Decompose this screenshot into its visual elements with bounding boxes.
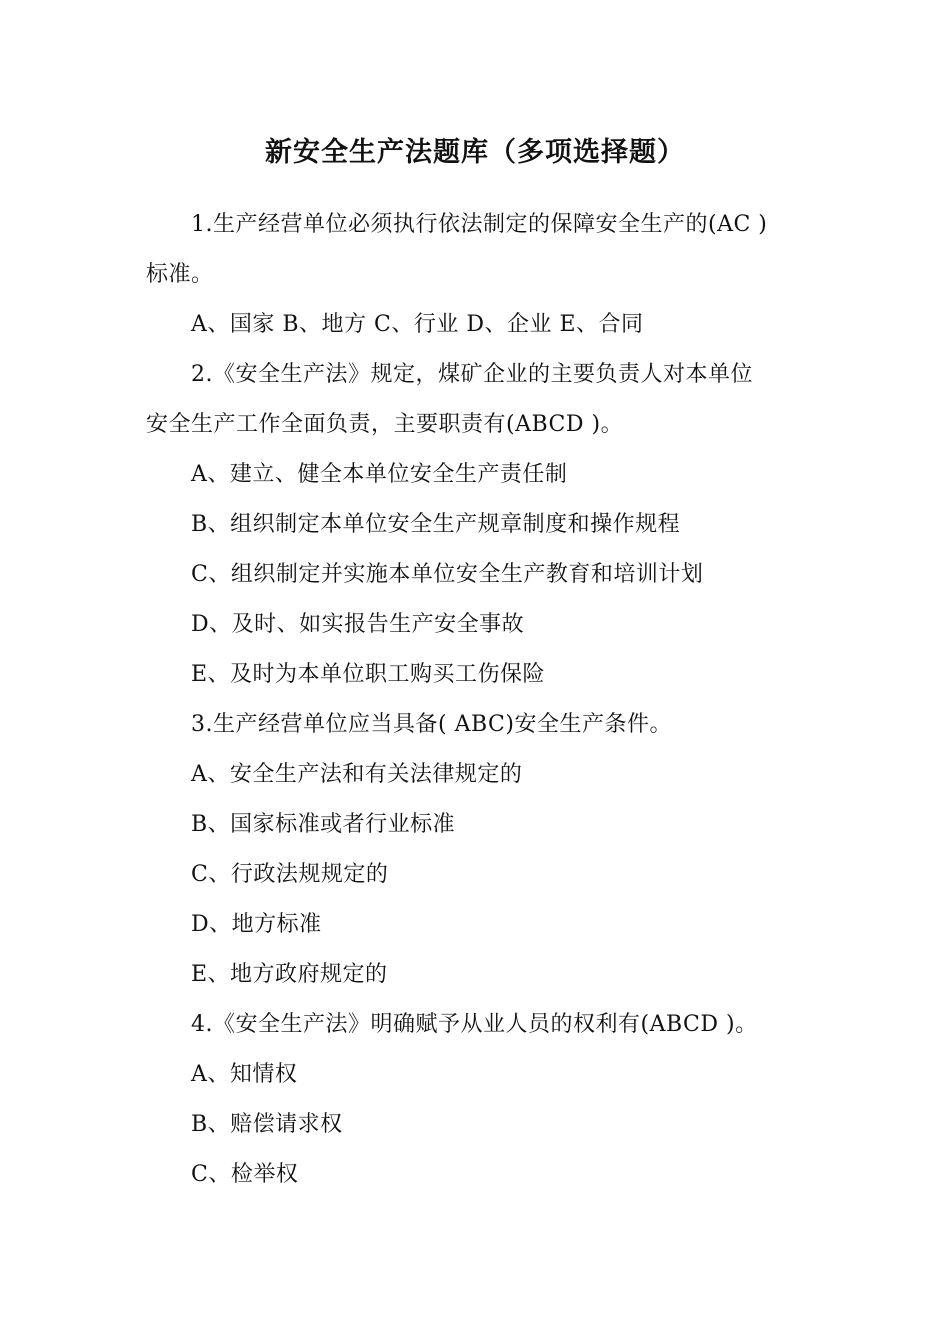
question-4-option-c: C、检举权 <box>191 1162 299 1187</box>
question-3-option-b: B、国家标准或者行业标准 <box>191 812 456 837</box>
question-1-text: 1.生产经营单位必须执行依法制定的保障安全生产的(AC ) <box>191 212 768 237</box>
question-2-text: 2.《安全生产法》规定，煤矿企业的主要负责人对本单位 <box>191 362 753 387</box>
question-1-options: A、国家 B、地方 C、行业 D、企业 E、合同 <box>191 312 644 337</box>
question-2-option-c: C、组织制定并实施本单位安全生产教育和培训计划 <box>191 562 704 587</box>
question-3-option-d: D、地方标准 <box>191 912 322 937</box>
question-2-option-a: A、建立、健全本单位安全生产责任制 <box>191 462 568 487</box>
question-3-option-e: E、地方政府规定的 <box>191 962 388 987</box>
question-4-option-a: A、知情权 <box>191 1062 298 1087</box>
question-3-option-a: A、安全生产法和有关法律规定的 <box>191 762 523 787</box>
question-4-text: 4.《安全生产法》明确赋予从业人员的权利有(ABCD )。 <box>191 1012 758 1037</box>
question-2-option-e: E、及时为本单位职工购买工伤保险 <box>191 662 546 687</box>
document-title: 新安全生产法题库（多项选择题） <box>265 137 685 168</box>
question-4-option-b: B、赔偿请求权 <box>191 1112 343 1137</box>
question-2-option-d: D、及时、如实报告生产安全事故 <box>191 612 525 637</box>
question-1-text-continued: 标准。 <box>146 262 214 287</box>
question-3-text: 3.生产经营单位应当具备( ABC)安全生产条件。 <box>191 712 672 737</box>
question-2-text-continued: 安全生产工作全面负责，主要职责有(ABCD )。 <box>146 412 624 437</box>
question-3-option-c: C、行政法规规定的 <box>191 862 389 887</box>
question-2-option-b: B、组织制定本单位安全生产规章制度和操作规程 <box>191 512 681 537</box>
